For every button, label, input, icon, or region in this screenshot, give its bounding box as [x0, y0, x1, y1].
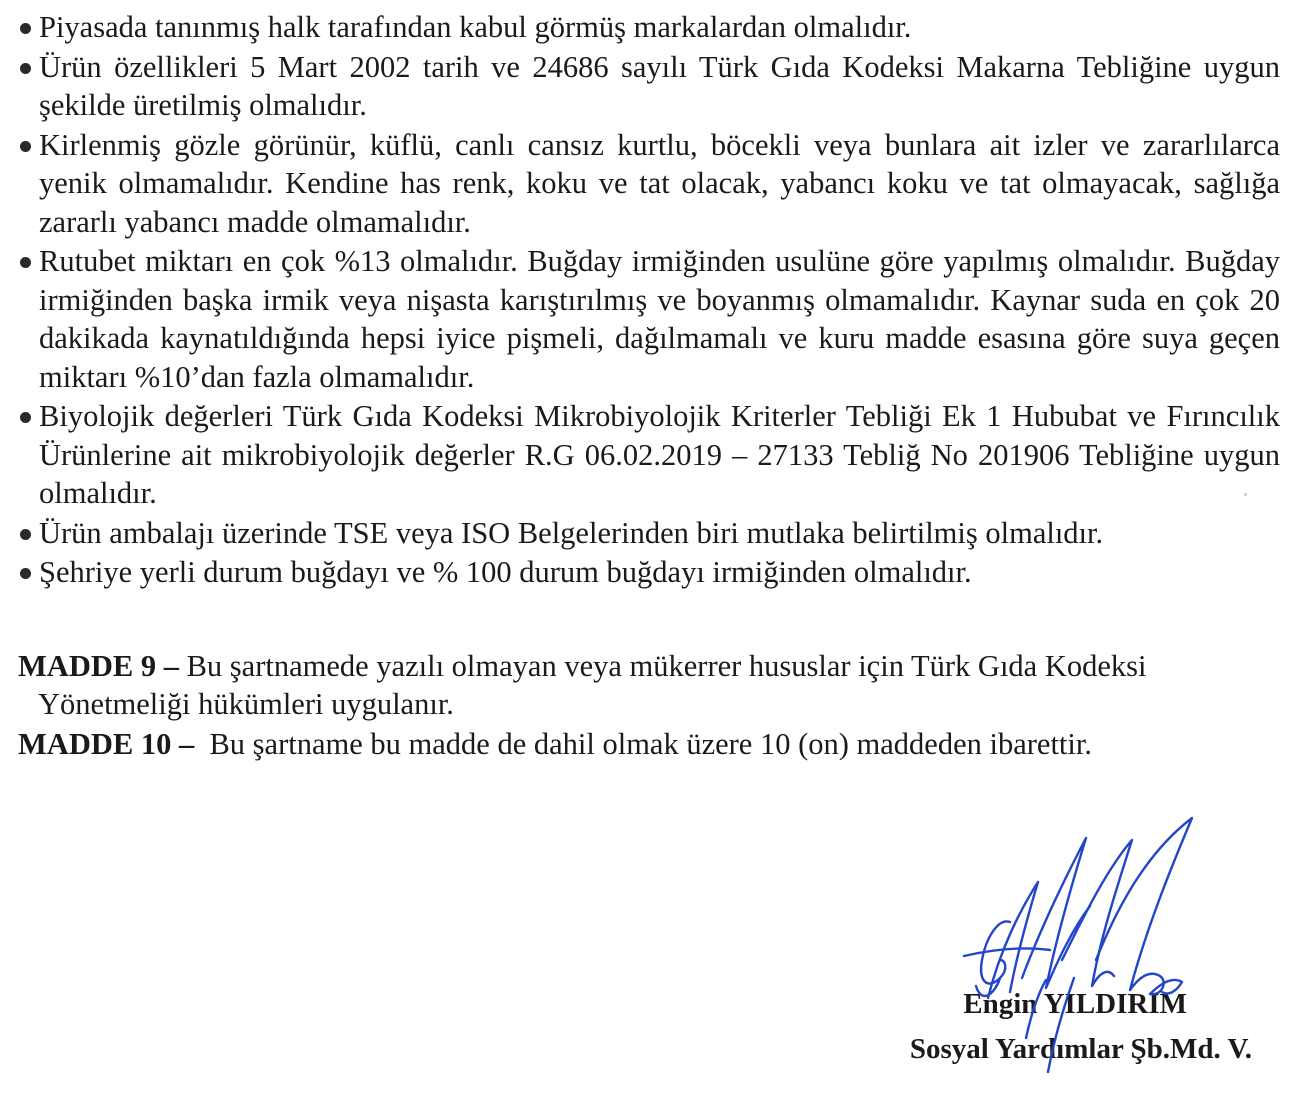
bullet-icon	[20, 412, 31, 423]
requirements-list	[18, 8, 1280, 593]
bullet-icon	[20, 529, 31, 540]
list-item	[18, 242, 1280, 396]
article-10	[18, 725, 1280, 763]
list-item	[18, 514, 1280, 553]
list-item-text: Kirlenmiş gözle görünür, küflü, canlı cansız kurtlu, böcekli veya bunlara ait izler ve zararlılarca yenik olmamalıdır. Kendine has renk, koku ve tat olacak, yabancı koku ve tat olmayacak, sağlığa zararlı yabancı madde olmamalıdır.	[39, 127, 1280, 239]
bullet-icon	[20, 257, 31, 268]
bullet-icon	[20, 23, 31, 34]
list-item-text: Rutubet miktarı en çok %13 olmalıdır. Buğday irmiğinden usulüne göre yapılmış olmalıdır. Buğday irmiğinden başka irmik veya nişasta karıştırılmış ve boyanmış olmamalıdır. Kaynar suda en çok 20 dakikada kaynatıldığında hepsi iyice pişmeli, dağılmamalı ve kuru madde esasına göre suya geçen miktarı %10’dan fazla olmamalıdır.	[39, 244, 1280, 394]
article-9-continuation: Yönetmeliği hükümleri uygulanır.	[38, 687, 454, 721]
article-9	[18, 647, 1280, 723]
article-10-label: MADDE 10 –	[18, 727, 195, 761]
signatory-title: Sosyal Yardımlar Şb.Md. V.	[909, 1033, 1252, 1065]
bullet-icon	[20, 141, 31, 152]
list-item-text: Biyolojik değerleri Türk Gıda Kodeksi Mikrobiyolojik Kriterler Tebliği Ek 1 Hububat ve Fırıncılık Ürünlerine ait mikrobiyolojik değerler R.G 06.02.2019 – 27133 Tebliğ No 201906 Tebliğine uygun olmalıdır.	[39, 399, 1280, 510]
list-item	[18, 397, 1280, 513]
list-item	[18, 553, 1280, 592]
list-item-text: Ürün ambalajı üzerinde TSE veya ISO Belgelerinden biri mutlaka belirtilmiş olmalıdır.	[39, 515, 1104, 550]
list-item	[18, 48, 1280, 125]
bullet-icon	[20, 63, 31, 74]
list-item-text: Şehriye yerli durum buğdayı ve % 100 durum buğdayı irmiğinden olmalıdır.	[39, 555, 972, 589]
list-item	[18, 126, 1280, 242]
article-9-label: MADDE 9 –	[18, 649, 179, 683]
signature-block	[850, 810, 1290, 1100]
list-item-text: Piyasada tanınmış halk tarafından kabul görmüş markalardan olmalıdır.	[39, 10, 912, 44]
list-item-text: Ürün özellikleri 5 Mart 2002 tarih ve 24686 sayılı Türk Gıda Kodeksi Makarna Tebliğine uygun şekilde üretilmiş olmalıdır.	[39, 49, 1280, 122]
handwritten-signature	[850, 810, 1290, 1100]
article-10-text: Bu şartname bu madde de dahil olmak üzere 10 (on) maddeden ibarettir.	[194, 727, 1092, 761]
list-item	[18, 8, 1280, 47]
signatory-name: Engin YILDIRIM	[963, 988, 1187, 1020]
article-9-text: Bu şartnamede yazılı olmayan veya mükerrer hususlar için Türk Gıda Kodeksi	[178, 649, 1147, 683]
bullet-icon	[20, 568, 31, 579]
scan-speck	[1244, 493, 1247, 496]
